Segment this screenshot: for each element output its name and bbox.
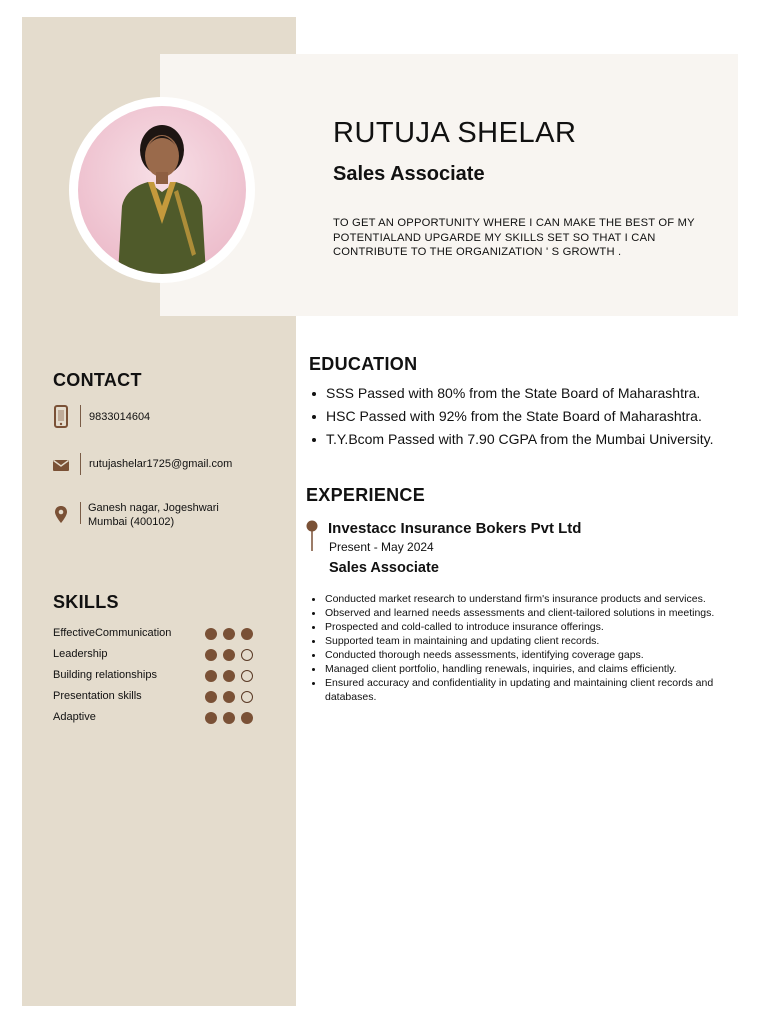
rating-dot-filled	[223, 712, 235, 724]
skill-label: Building relationships	[53, 669, 157, 681]
phone-number[interactable]: 9833014604	[89, 411, 151, 423]
experience-bullet: Managed client portfolio, handling renewals, inquiries, and claims efficiently.	[309, 662, 729, 676]
employment-period: Present - May 2024	[329, 540, 434, 554]
skill-row	[53, 647, 258, 663]
location-pin-icon	[53, 502, 69, 526]
phone-icon	[53, 405, 69, 429]
skill-row	[53, 710, 258, 726]
rating-dot-filled	[205, 712, 217, 724]
experience-heading: EXPERIENCE	[306, 485, 426, 505]
email-link[interactable]: rutujashelar1725@gmail.com	[89, 458, 233, 470]
skill-label: EffectiveCommunication	[53, 627, 172, 639]
rating-dot-filled	[241, 628, 253, 640]
education-list	[309, 382, 713, 451]
skill-label: Leadership	[53, 648, 108, 660]
profile-photo	[78, 106, 246, 274]
skills-heading: SKILLS	[53, 592, 119, 612]
rating-dot-filled	[205, 670, 217, 682]
experience-bullet: Observed and learned needs assessments and client-tailored solutions in meetings.	[309, 606, 729, 620]
contact-heading: CONTACT	[53, 370, 142, 390]
person-portrait-icon	[78, 106, 246, 274]
profile-photo-frame	[69, 97, 255, 283]
experience-bullet: Ensured accuracy and confidentiality in updating and maintaining client records and databases.	[309, 676, 729, 704]
contact-phone-row	[53, 405, 283, 429]
position-title: Sales Associate	[329, 560, 439, 576]
experience-bullet: Supported team in maintaining and updating client records.	[309, 634, 729, 648]
contact-email-row	[53, 453, 283, 477]
rating-dot-filled	[223, 628, 235, 640]
experience-bullet: Conducted thorough needs assessments, identifying coverage gaps.	[309, 648, 729, 662]
experience-bullets	[309, 592, 729, 704]
education-heading: EDUCATION	[309, 354, 418, 374]
education-item: T.Y.Bcom Passed with 7.90 CGPA from the Mumbai University.	[309, 428, 713, 451]
mail-icon	[53, 453, 69, 477]
career-objective: TO GET AN OPPORTUNITY WHERE I CAN MAKE THE BEST OF MY POTENTIALAND UPGARDE MY SKILLS SET SO THAT I CAN CONTRIBUTE TO THE ORGANIZATION ' S GROWTH .	[333, 217, 695, 258]
person-name: RUTUJA SHELAR	[333, 117, 577, 149]
skill-label: Presentation skills	[53, 690, 142, 702]
timeline-marker-icon	[305, 520, 319, 552]
company-name: Investacc Insurance Bokers Pvt Ltd	[328, 520, 582, 537]
address-line-2: Mumbai (400102)	[88, 516, 175, 528]
rating-dot-filled	[223, 670, 235, 682]
rating-dot-empty	[241, 670, 253, 682]
rating-dot-filled	[205, 691, 217, 703]
rating-dot-empty	[241, 691, 253, 703]
rating-dot-empty	[241, 649, 253, 661]
experience-bullet: Prospected and cold-called to introduce insurance offerings.	[309, 620, 729, 634]
skill-row	[53, 689, 258, 705]
skill-row	[53, 626, 258, 642]
divider	[80, 502, 81, 524]
divider	[80, 405, 81, 427]
rating-dot-filled	[205, 649, 217, 661]
rating-dot-filled	[241, 712, 253, 724]
education-item: HSC Passed with 92% from the State Board of Maharashtra.	[309, 405, 713, 428]
divider	[80, 453, 81, 475]
address-line-1: Ganesh nagar, Jogeshwari	[88, 502, 219, 514]
education-item: SSS Passed with 80% from the State Board of Maharashtra.	[309, 382, 713, 405]
rating-dot-filled	[223, 649, 235, 661]
skill-row	[53, 668, 258, 684]
contact-address-row	[53, 502, 283, 526]
skill-label: Adaptive	[53, 711, 96, 723]
rating-dot-filled	[223, 691, 235, 703]
address	[88, 501, 219, 529]
job-title: Sales Associate	[333, 163, 485, 185]
rating-dot-filled	[205, 628, 217, 640]
experience-bullet: Conducted market research to understand firm's insurance products and services.	[309, 592, 729, 606]
